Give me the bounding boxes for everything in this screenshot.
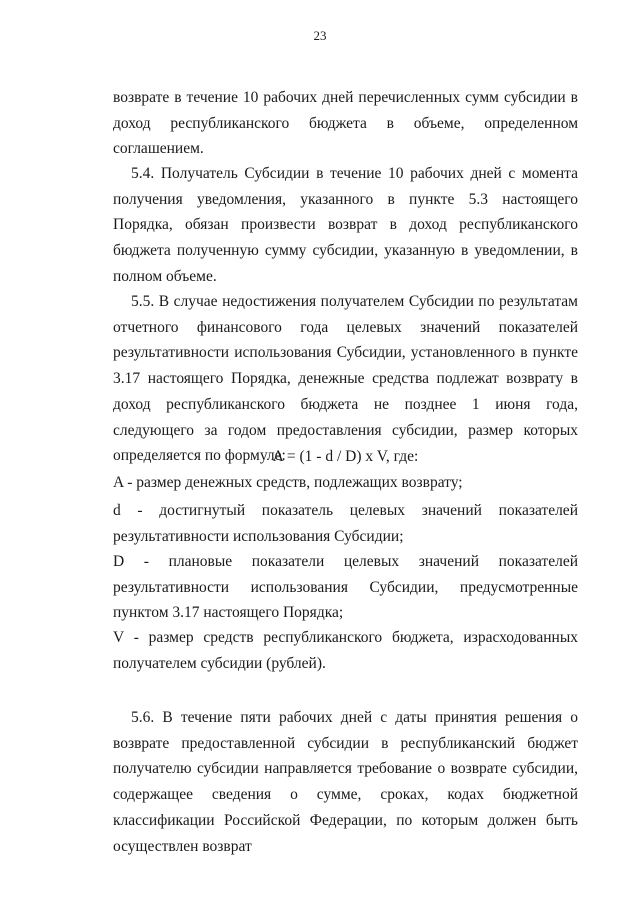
paragraph-5-6: 5.6. В течение пяти рабочих дней с даты принятия решения о возврате предоставленной субсидии в республиканский бюджет получателю субсидии направляется требование о возврате субсидии, содержащее сведения о сумме, сроках, кодах бюджетной классификации Российской Федерации, по которым должен быть осуществлен возврат	[113, 709, 578, 855]
definition-d: d - достигнутый показатель целевых значений показателей результативности использования Субсидии;	[113, 502, 578, 545]
paragraph-continuation: возврате в течение 10 рабочих дней перечисленных сумм субсидии в доход республиканского бюджета в объеме, определенном соглашением.	[113, 89, 578, 158]
definition-V: V - размер средств республиканского бюджета, израсходованных получателем субсидии (рублей).	[113, 629, 578, 672]
paragraph-5-4: 5.4. Получатель Субсидии в течение 10 рабочих дней с момента получения уведомления, указанного в пункте 5.3 настоящего Порядка, обязан произвести возврат в доход республиканского бюджета полученную сумму субсидии, указанную в уведомлении, в полном объеме.	[113, 165, 578, 285]
formula: A = (1 - d / D) x V, где:	[272, 448, 419, 465]
definition-a: A - размер денежных средств, подлежащих возврату;	[113, 474, 463, 491]
page-number: 23	[313, 28, 327, 43]
paragraph-5-5: 5.5. В случае недостижения получателем Субсидии по результатам отчетного финансового года целевых значений показателей результативности использования Субсидии, установленного в пункте 3.17 настоящего Порядка, денежные средства подлежат возврату в доход республиканского бюджета не позднее 1 июня года, следующего за годом предоставления субсидии, размер которых определяется по формуле:	[113, 293, 578, 465]
definition-D-upper: D - плановые показатели целевых значений показателей результативности использования Субсидии, предусмотренные пунктом 3.17 настоящего Порядка;	[113, 553, 578, 622]
